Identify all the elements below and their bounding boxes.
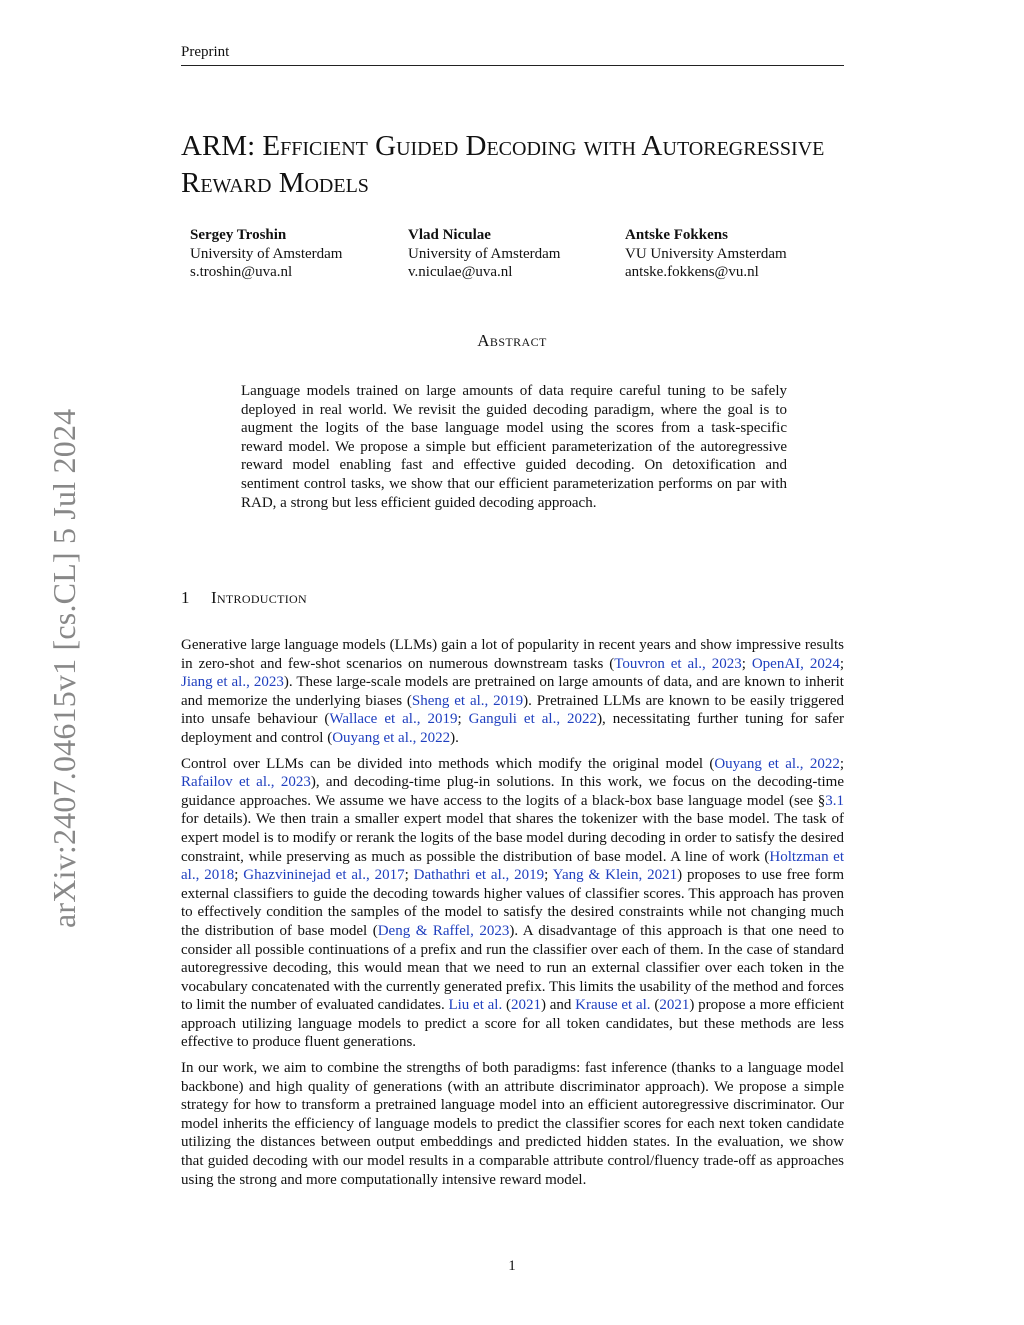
abstract-text: Language models trained on large amounts of data require careful tuning to be safely deployed in real world. We revisit the guided decoding paradigm, where the goal is to augment the logits of the base language model using the scores from a task-specific reward model. We propose a simple but efficient parameterization of the autoregressive reward model enabling fast and effective guided decoding. On detoxification and sentiment control tasks, we show that our efficient parameterization performs on par with RAD, a strong but less efficient guided decoding approach. bbox=[241, 383, 787, 511]
header-rule bbox=[181, 65, 844, 66]
paragraph-2 bbox=[181, 755, 844, 1053]
citation-link[interactable]: Ouyang et al., 2022 bbox=[714, 755, 840, 772]
text-run: ; bbox=[741, 655, 752, 672]
text-run: ; bbox=[457, 711, 469, 728]
citation-link[interactable]: Krause et al. bbox=[575, 997, 651, 1014]
author-affiliation: University of Amsterdam bbox=[190, 245, 343, 262]
author-affiliation: University of Amsterdam bbox=[408, 245, 561, 262]
author-3 bbox=[625, 226, 787, 282]
author-affiliation: VU University Amsterdam bbox=[625, 245, 787, 262]
section-reference-link[interactable]: 3.1 bbox=[825, 792, 844, 809]
text-run: Generative large language models (LLMs) gain a lot of popularity in recent years and show impressive results in zero-shot and few-shot scenarios on numerous downstream tasks ( bbox=[181, 637, 844, 672]
citation-link[interactable]: Dathathri et al., 2019 bbox=[413, 867, 545, 884]
author-name: Vlad Niculae bbox=[408, 227, 491, 243]
arxiv-identifier-stamp: arXiv:2407.04615v1 [cs.CL] 5 Jul 2024 bbox=[46, 408, 82, 928]
text-run: ). These large-scale models are pretrained on large amounts of data, and are known to inherit and memorize the underlying biases ( bbox=[181, 674, 844, 709]
citation-link[interactable]: Sheng et al., 2019 bbox=[411, 692, 524, 709]
paragraph-3: In our work, we aim to combine the strengths of both paradigms: fast inference (thanks to a language model backbone) and high quality of generations (with an attribute discriminator approach). We propose a simple strategy for how to transform a pretrained language model into an efficient autoregressive discriminator. Our model inherits the efficiency of language models to predict the classifier scores for each next token candidate utilizing the distances between output embeddings and predicted hidden states. In the evaluation, we show that guided decoding with our model results in a comparable attribute control/fluency trade-off as approaches using the strong and more computationally intensive reward model. bbox=[181, 1060, 844, 1188]
citation-link[interactable]: Yang & Klein, 2021 bbox=[552, 867, 678, 884]
introduction-body bbox=[181, 636, 844, 1196]
text-run: ; bbox=[839, 755, 845, 772]
author-1 bbox=[190, 226, 342, 282]
text-run: ( bbox=[650, 997, 660, 1014]
text-run: ). bbox=[450, 729, 459, 746]
text-run: ; bbox=[234, 867, 244, 884]
text-run: ; bbox=[544, 867, 553, 884]
citation-link[interactable]: Liu et al. bbox=[448, 997, 503, 1014]
text-run: ) propose a more efficient approach utilizing language models to predict a score for all token candidates, but these methods are less effective to produce fluent generations. bbox=[181, 997, 845, 1051]
author-email[interactable]: antske.fokkens@vu.nl bbox=[625, 264, 759, 280]
text-run: ) and bbox=[540, 997, 576, 1014]
running-header: Preprint bbox=[181, 44, 230, 60]
citation-link[interactable]: 2021 bbox=[510, 997, 541, 1014]
citation-link[interactable]: Rafailov et al., 2023 bbox=[181, 774, 311, 791]
section-number: 1 bbox=[181, 588, 190, 607]
section-title: Introduction bbox=[211, 588, 307, 607]
citation-link[interactable]: Holtzman et al., 2018 bbox=[181, 848, 844, 884]
text-run: ) proposes to use free form external classifiers to guide the decoding towards higher values of classifier scores. This approach has proven to effectively condition the samples of the model to satisfy the desired constraints while not changing much the distribution of base model ( bbox=[181, 867, 845, 939]
text-run: ), necessitating further tuning for safer deployment and control ( bbox=[181, 711, 844, 746]
author-email[interactable]: s.troshin@uva.nl bbox=[190, 264, 293, 280]
text-run: for details). We then train a smaller expert model that shares the tokenizer with the base model. The task of expert model is to modify or rerank the logits of the base model during decoding in order to satisfy the desired constraint, while preserving as much as possible the distribution of base model. A line of work ( bbox=[181, 811, 844, 865]
text-run: ). Pretrained LLMs are known to be easily triggered into unsafe behaviour ( bbox=[181, 692, 844, 728]
text-run: ). A disadvantage of this approach is that one need to consider all possible continuations of a prefix and run the classifier over each of them. In the case of standard autoregressive decoding, this would mean that we need to run an external classifier over each token in the vocabulary concatenated with the currently generated prefix. This limits the usability of the method and forces to limit the number of evaluated candidates. bbox=[181, 922, 844, 1014]
text-run: ( bbox=[502, 997, 511, 1014]
text-run: ; bbox=[839, 655, 844, 672]
citation-link[interactable]: Touvron et al., 2023 bbox=[614, 655, 742, 672]
paper-title: ARM: Efficient Guided Decoding with Autoregressive Reward Models bbox=[181, 130, 825, 199]
citation-link[interactable]: Ghazvininejad et al., 2017 bbox=[243, 867, 405, 884]
abstract-heading: Abstract bbox=[477, 331, 547, 350]
citation-link[interactable]: Ouyang et al., 2022 bbox=[332, 729, 451, 746]
author-email[interactable]: v.niculae@uva.nl bbox=[408, 264, 513, 280]
page-number: 1 bbox=[508, 1258, 516, 1274]
citation-link[interactable]: Wallace et al., 2019 bbox=[329, 711, 458, 728]
citation-link[interactable]: Deng & Raffel, 2023 bbox=[377, 922, 510, 939]
paragraph-1 bbox=[181, 636, 844, 748]
citation-link[interactable]: Jiang et al., 2023 bbox=[181, 674, 284, 691]
author-name: Sergey Troshin bbox=[190, 227, 287, 243]
text-run: ), and decoding-time plug-in solutions. In this work, we focus on the decoding-time guidance approaches. We assume we have access to the logits of a black-box base language model (see § bbox=[181, 774, 844, 809]
text-run: Control over LLMs can be divided into methods which modify the original model ( bbox=[181, 755, 715, 772]
section-heading-introduction bbox=[181, 588, 307, 608]
author-name: Antske Fokkens bbox=[625, 227, 728, 243]
citation-link[interactable]: Ganguli et al., 2022 bbox=[468, 711, 598, 728]
citation-link[interactable]: OpenAI, 2024 bbox=[751, 655, 840, 672]
citation-link[interactable]: 2021 bbox=[659, 997, 690, 1014]
text-run: ; bbox=[404, 867, 414, 884]
author-2 bbox=[408, 226, 560, 282]
